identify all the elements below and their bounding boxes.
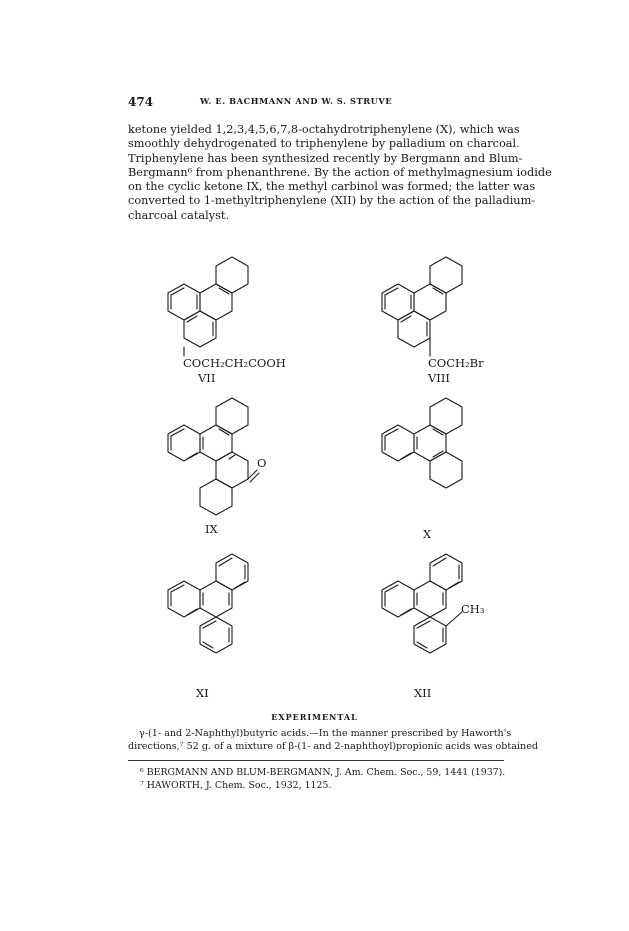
structure-xi-label: XI bbox=[196, 686, 209, 700]
structure-ix bbox=[168, 398, 266, 536]
structure-xi-rings bbox=[168, 554, 248, 653]
footnote: ⁷ HAWORTH, J. Chem. Soc., 1932, 1125. bbox=[140, 779, 332, 791]
structure-xii bbox=[382, 554, 485, 700]
body-line: charcoal catalyst. bbox=[128, 208, 230, 222]
footnotes bbox=[140, 767, 506, 792]
structure-vii-rings bbox=[168, 257, 248, 356]
structure-vii bbox=[168, 257, 286, 385]
page-number: 474 bbox=[128, 95, 154, 109]
body-line: on the cyclic ketone IX, the methyl carbinol was formed; the latter was bbox=[128, 180, 536, 194]
footnote: ⁶ BERGMANN AND BLUM-BERGMANN, J. Am. Chem. Soc., 59, 1441 (1937). bbox=[140, 767, 506, 778]
body-line: Bergmann⁶ from phenanthrene. By the action of methylmagnesium iodide bbox=[128, 165, 552, 179]
structure-x-label: X bbox=[423, 527, 432, 541]
structure-viii-rings bbox=[382, 257, 462, 356]
structure-vii-label: VII bbox=[198, 371, 216, 385]
body-line: converted to 1-methyltriphenylene (XII) by the action of the palladium- bbox=[128, 194, 536, 208]
structure-viii-label: VIII bbox=[428, 371, 450, 385]
body-line: Triphenylene has been synthesized recently by Bergmann and Blum- bbox=[128, 151, 523, 165]
body-line: ketone yielded 1,2,3,4,5,6,7,8-octahydrotriphenylene (X), which was bbox=[128, 123, 520, 136]
experimental-line: directions,⁷ 52 g. of a mixture of β-(1- and 2-naphthoyl)propionic acids was obtained bbox=[128, 740, 539, 752]
structure-ix-oxygen: O bbox=[257, 456, 267, 470]
structure-viii bbox=[382, 257, 484, 385]
structure-xi bbox=[168, 554, 248, 700]
structure-xii-rings bbox=[382, 554, 462, 653]
section-heading: EXPERIMENTAL bbox=[271, 712, 358, 722]
body-line: smoothly dehydrogenated to triphenylene by palladium on charcoal. bbox=[128, 137, 520, 151]
experimental-paragraph bbox=[128, 728, 539, 753]
experimental-line: γ-(1- and 2-Naphthyl)butyric acids.—In the manner prescribed by Haworth's bbox=[139, 728, 512, 739]
structure-xii-label: XII bbox=[414, 686, 432, 700]
running-head: W. E. BACHMANN AND W. S. STRUVE bbox=[200, 96, 393, 106]
structure-ix-rings bbox=[168, 398, 259, 515]
structure-ix-label: IX bbox=[205, 522, 218, 536]
structure-vii-substituent: COCH₂CH₂COOH bbox=[183, 356, 286, 370]
structure-x bbox=[382, 398, 462, 541]
structure-x-rings bbox=[382, 398, 462, 488]
structure-xii-substituent: CH₃ bbox=[461, 602, 485, 616]
structure-viii-substituent: COCH₂Br bbox=[428, 356, 484, 370]
footnote-rule bbox=[128, 760, 504, 761]
